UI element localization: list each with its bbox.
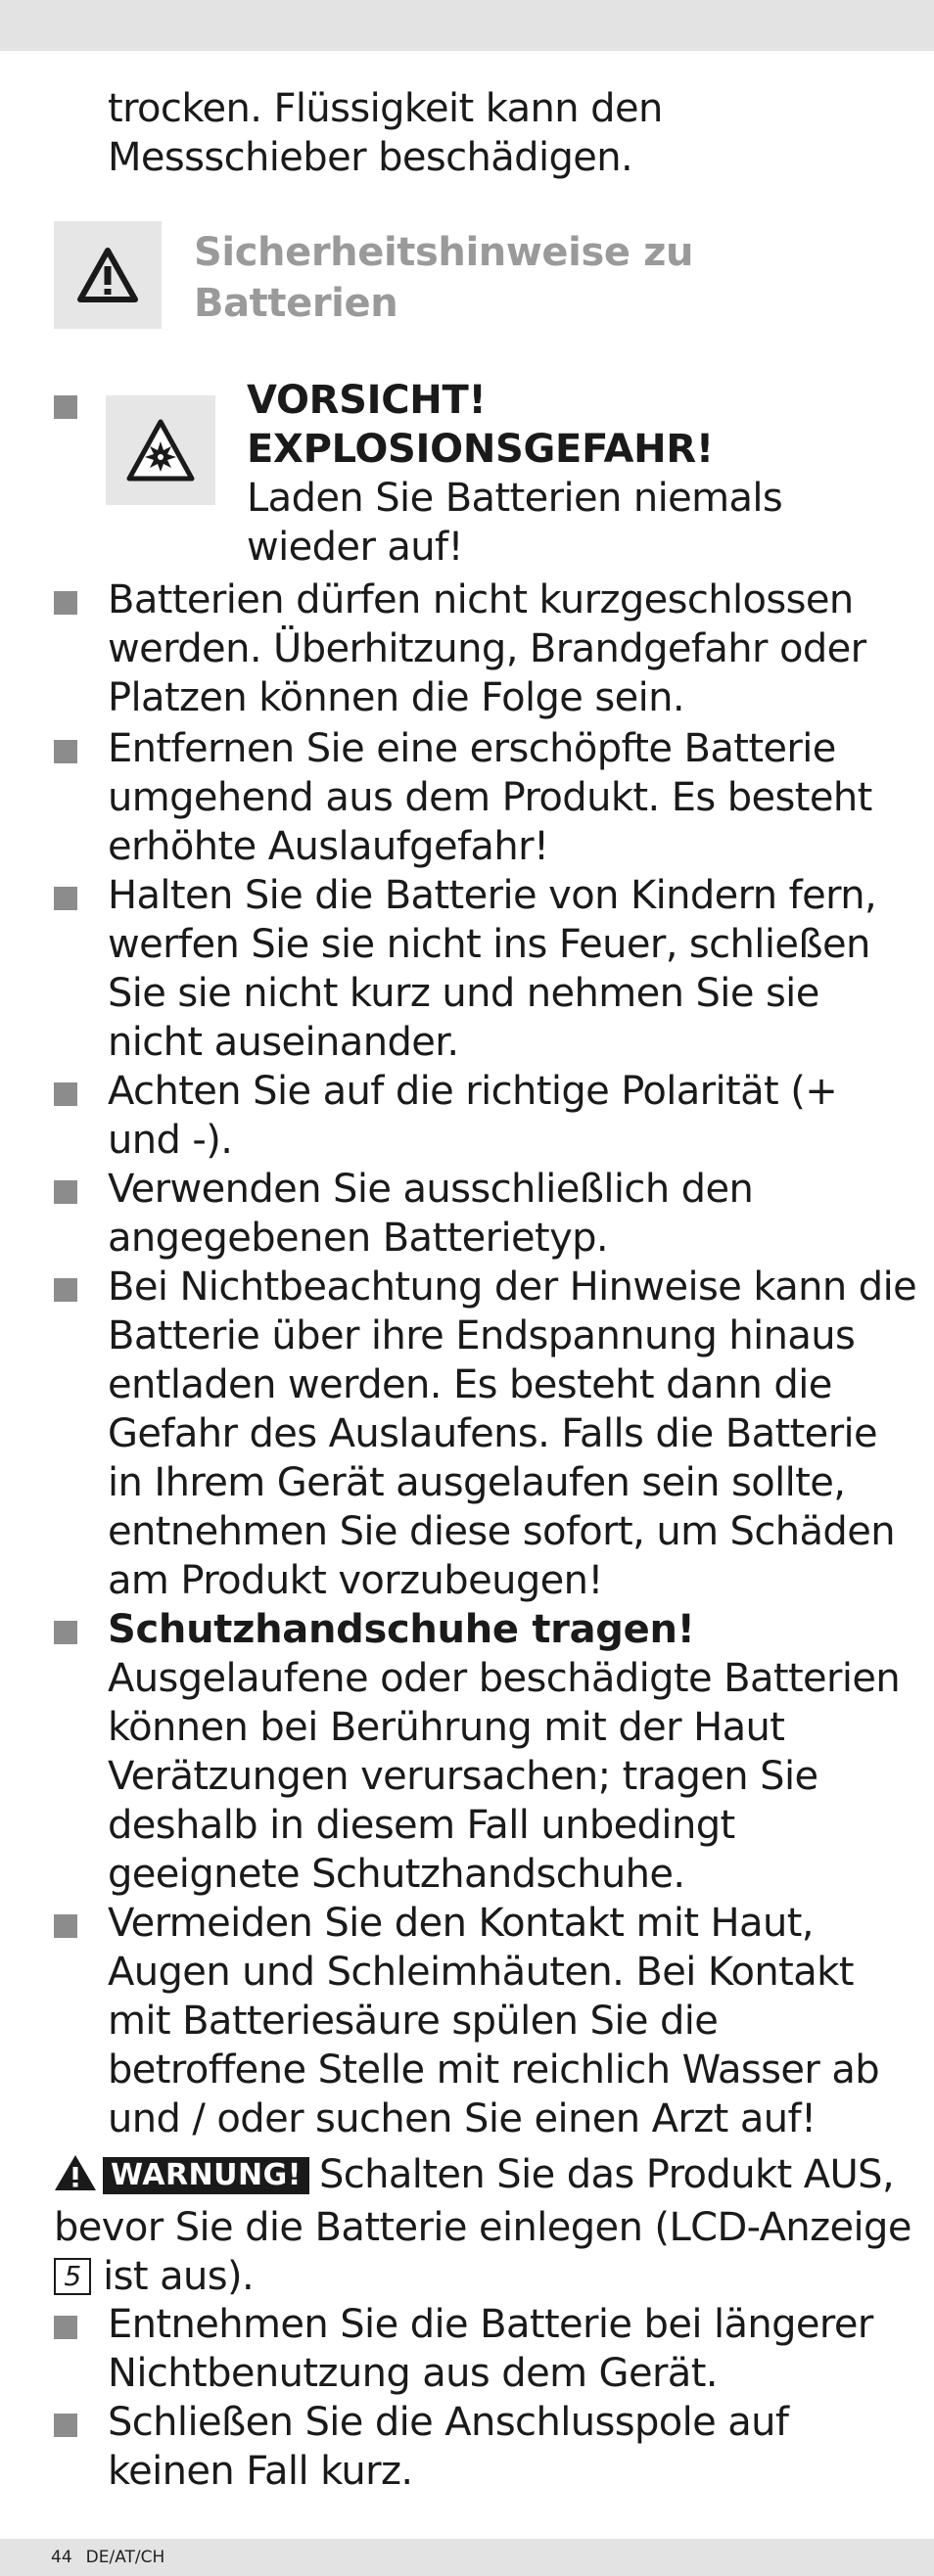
list-bullet (54, 2316, 77, 2339)
list-item: Entfernen Sie eine erschöpfte Batterie umgehend aus dem Produkt. Es besteht erhöhte Auslaufgefahr! (108, 726, 872, 869)
list-item: Achten Sie auf die richtige Polarität (+ und -). (108, 1069, 838, 1163)
list-bullet (54, 395, 77, 419)
warning-triangle-icon (54, 221, 162, 329)
list-bullet (54, 887, 77, 910)
list-item: Halten Sie die Batterie von Kindern fern, werfen Sie sie nicht ins Feuer, schließen Sie sie nicht kurz und nehmen Sie sie nicht auseinander. (108, 873, 877, 1065)
country-codes: DE/AT/CH (85, 2548, 165, 2567)
explosion-hazard-icon (106, 395, 215, 505)
list-bullet (54, 591, 77, 615)
list-item: Verwenden Sie ausschließlich den angegebenen Batterietyp. (108, 1167, 754, 1261)
list-bullet (54, 740, 77, 763)
top-bar (0, 0, 934, 51)
caution-heading: VORSICHT! (247, 378, 487, 423)
list-item: Bei Nichtbeachtung der Hinweise kann die Batterie über ihre Endspannung hinaus entladen werden. Es besteht dann die Gefahr des Auslaufens. Falls die Batterie in Ihrem Gerät ausgelaufen sein sollte, entnehmen Sie diese sofort, um Schäden am Produkt vorzubeugen! (108, 1265, 917, 1603)
gloves-text: Ausgelaufene oder beschädigte Batterien können bei Berührung mit der Haut Verätzungen verursachen; tragen Sie deshalb in diesem Fall unbedingt geeignete Schutzhandschuhe. (108, 1656, 901, 1897)
list-item: Batterien dürfen nicht kurzgeschlossen werden. Überhitzung, Brandgefahr oder Platzen können die Folge sein. (108, 577, 866, 720)
list-item: Vermeiden Sie den Kontakt mit Haut, Augen und Schleimhäuten. Bei Kontakt mit Batteriesäure spülen Sie die betroffene Stelle mit reichlich Wasser ab und / oder suchen Sie einen Arzt auf! (108, 1901, 880, 2141)
page-footer (51, 2548, 178, 2567)
list-bullet (54, 1180, 77, 1204)
list-bullet (54, 1914, 77, 1938)
list-bullet (54, 1278, 77, 1302)
list-bullet (54, 2414, 77, 2437)
page-number: 44 (51, 2548, 72, 2567)
reference-number-box: 5 (54, 2258, 91, 2295)
warning-badge: WARNUNG! (103, 2157, 309, 2194)
list-bullet (54, 1621, 77, 1644)
list-item: Schließen Sie die Anschlusspole auf keinen Fall kurz. (108, 2400, 789, 2494)
intro-paragraph: trocken. Flüssigkeit kann den Messschieber beschädigen. (108, 86, 663, 180)
section-title: Sicherheitshinweise zu Batterien (194, 230, 694, 326)
warning-notice (54, 2150, 915, 2301)
explosion-heading: EXPLOSIONSGEFAHR! (247, 427, 714, 472)
gloves-heading: Schutzhandschuhe tragen! (108, 1607, 695, 1652)
warning-text-end: ist aus). (103, 2254, 255, 2299)
caution-text: Laden Sie Batterien niemals wieder auf! (247, 476, 783, 570)
list-item: Entnehmen Sie die Batterie bei längerer Nichtbenutzung aus dem Gerät. (108, 2302, 873, 2396)
warning-triangle-icon (54, 2154, 97, 2203)
caution-block (247, 376, 912, 572)
gloves-item (108, 1605, 920, 1899)
warning-text: Schalten Sie das Produkt AUS, bevor Sie die Batterie einlegen (LCD-Anzeige (54, 2152, 911, 2250)
list-bullet (54, 1082, 77, 1106)
